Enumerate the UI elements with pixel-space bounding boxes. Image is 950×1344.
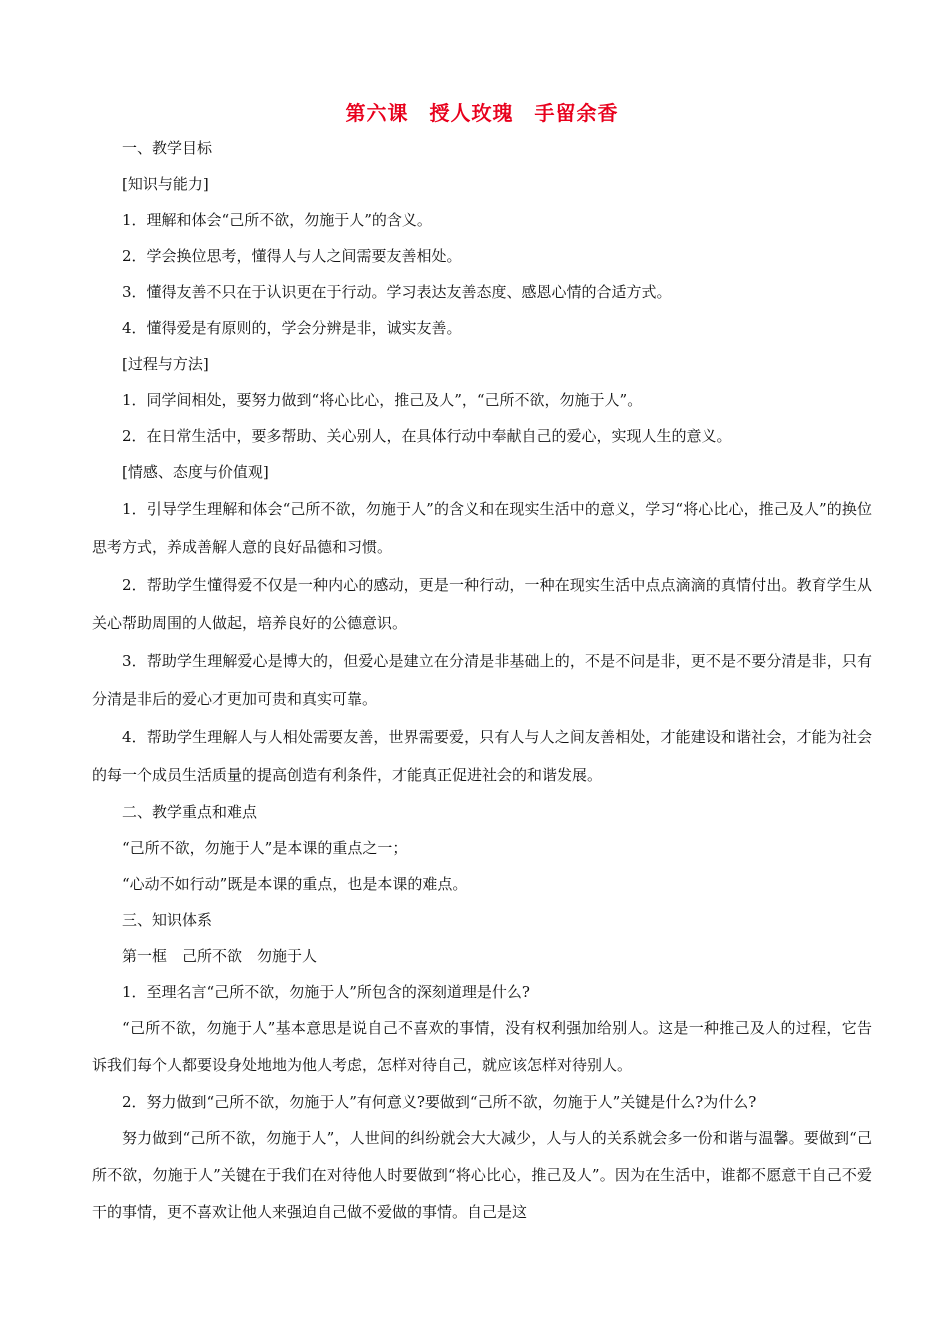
knowledge-item: 1．理解和体会“己所不欲，勿施于人”的含义。 [122,211,432,229]
document-page [92,96,872,1231]
section-heading-knowledge-system: 三、知识体系 [122,911,213,929]
question-2: 2．努力做到“己所不欲，勿施于人”有何意义?要做到“己所不欲，勿施于人”关键是什么?为什么? [122,1093,757,1111]
page-title: 第六课 授人玫瑰 手留余香 [345,101,619,125]
process-item: 1．同学间相处，要努力做到“将心比心，推己及人”，“己所不欲，勿施于人”。 [122,391,643,409]
focus-item: “心动不如行动”既是本课的重点，也是本课的难点。 [122,875,468,893]
answer-1: “己所不欲，勿施于人”基本意思是说自己不喜欢的事情，没有权利强加给别人。这是一种推己及人的过程，它告诉我们每个人都要设身处地地为他人考虑，怎样对待自己，就应该怎样对待别人。 [92,1019,872,1074]
knowledge-item: 3．懂得友善不只在于认识更在于行动。学习表达友善态度、感恩心情的合适方式。 [122,283,672,301]
subheading-knowledge: [知识与能力] [122,175,209,193]
knowledge-item: 2．学会换位思考，懂得人与人之间需要友善相处。 [122,247,462,265]
subheading-emotion: [情感、态度与价值观] [122,463,269,481]
emotion-item: 3．帮助学生理解爱心是博大的，但爱心是建立在分清是非基础上的，不是不问是非，更不是不要分清是非，只有分清是非后的爱心才更加可贵和真实可靠。 [92,652,872,708]
answer-2: 努力做到“己所不欲，勿施于人”，人世间的纠纷就会大大减少，人与人的关系就会多一份和谐与温馨。要做到“己所不欲，勿施于人”关键在于我们在对待他人时要做到“将心比心，推己及人”。因为在生活中，谁都不愿意干自己不爱干的事情，更不喜欢让他人来强迫自己做不爱做的事情。自己是这 [92,1129,872,1221]
section-heading-focus: 二、教学重点和难点 [122,803,258,821]
knowledge-item: 4．懂得爱是有原则的，学会分辨是非，诚实友善。 [122,319,462,337]
subheading-process: [过程与方法] [122,355,209,373]
emotion-item: 2．帮助学生懂得爱不仅是一种内心的感动，更是一种行动，一种在现实生活中点点滴滴的真情付出。教育学生从关心帮助周围的人做起，培养良好的公德意识。 [92,576,872,632]
emotion-item: 4．帮助学生理解人与人相处需要友善，世界需要爱，只有人与人之间友善相处，才能建设和谐社会，才能为社会的每一个成员生活质量的提高创造有利条件，才能真正促进社会的和谐发展。 [92,728,872,784]
emotion-item: 1．引导学生理解和体会“己所不欲，勿施于人”的含义和在现实生活中的意义，学习“将心比心，推己及人”的换位思考方式，养成善解人意的良好品德和习惯。 [92,500,872,556]
frame-heading: 第一框 己所不欲 勿施于人 [122,947,318,965]
process-item: 2．在日常生活中，要多帮助、关心别人，在具体行动中奉献自己的爱心，实现人生的意义。 [122,427,732,445]
question-1: 1．至理名言“己所不欲，勿施于人”所包含的深刻道理是什么? [122,983,530,1001]
section-heading-objectives: 一、教学目标 [122,139,213,157]
focus-item: “己所不欲，勿施于人”是本课的重点之一； [122,839,408,857]
